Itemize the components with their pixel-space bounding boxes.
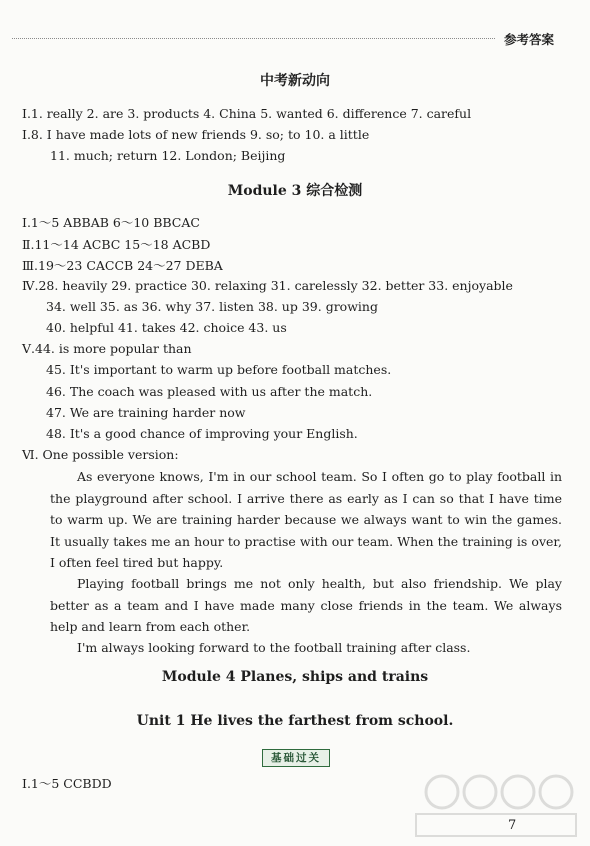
answer-line: 34. well 35. as 36. why 37. listen 38. up 39. growing [46,299,378,314]
unit-title: Unit 1 He lives the farthest from school. [136,713,454,729]
header-title: 参考答案 [504,32,555,47]
answer-line: 47. We are training harder now [46,405,246,420]
section-title-1: 中考新动向 [260,73,330,89]
section-badge: 基础过关 [262,749,330,767]
answer-line: Ⅴ.44. is more popular than [22,341,192,356]
essay-paragraph: I'm always looking forward to the football training after class. [77,640,471,655]
answer-line: Ⅳ.28. heavily 29. practice 30. relaxing 31. carelessly 32. better 33. enjoyable [22,278,513,293]
answer-line: 46. The coach was pleased with us after the match. [46,384,373,399]
answer-line: Ⅰ.1～5 CCBDD [22,776,112,791]
answer-line: Ⅰ.8. I have made lots of new friends 9. so; to 10. a little [22,127,370,142]
header-rule [12,38,495,39]
answer-line: Ⅵ. One possible version: [22,447,179,462]
answer-line: 11. much; return 12. London; Beijing [50,148,286,163]
answer-line: 45. It's important to warm up before football matches. [46,362,392,377]
answer-line: Ⅱ.11～14 ACBC 15～18 ACBD [22,237,211,252]
essay-paragraph: Playing football brings me not only health, but also friendship. We play better as a team and I have made many close friends in the team. We always help and learn from each other. [50,576,562,634]
page-number: 7 [508,818,517,833]
section-title-2: Module 3 综合检测 [227,183,363,199]
answer-line: Ⅲ.19～23 CACCB 24～27 DEBA [22,258,223,273]
answer-line: 40. helpful 41. takes 42. choice 43. us [46,320,287,335]
watermark-logo [412,770,582,840]
answer-line: Ⅰ.1～5 ABBAB 6～10 BBCAC [22,215,200,230]
module-title: Module 4 Planes, ships and trains [161,669,429,685]
essay-paragraph: As everyone knows, I'm in our school team. So I often go to play football in the playground after school. I arrive there as early as I can so that I have time to warm up. We are training harder because we always want to win the games. It usually takes me an hour to practise with our team. When the training is over, I often feel tired but happy. [50,469,562,570]
answer-line: Ⅰ.1. really 2. are 3. products 4. China 5. wanted 6. difference 7. careful [22,106,472,121]
answer-line: 48. It's a good chance of improving your English. [46,426,358,441]
